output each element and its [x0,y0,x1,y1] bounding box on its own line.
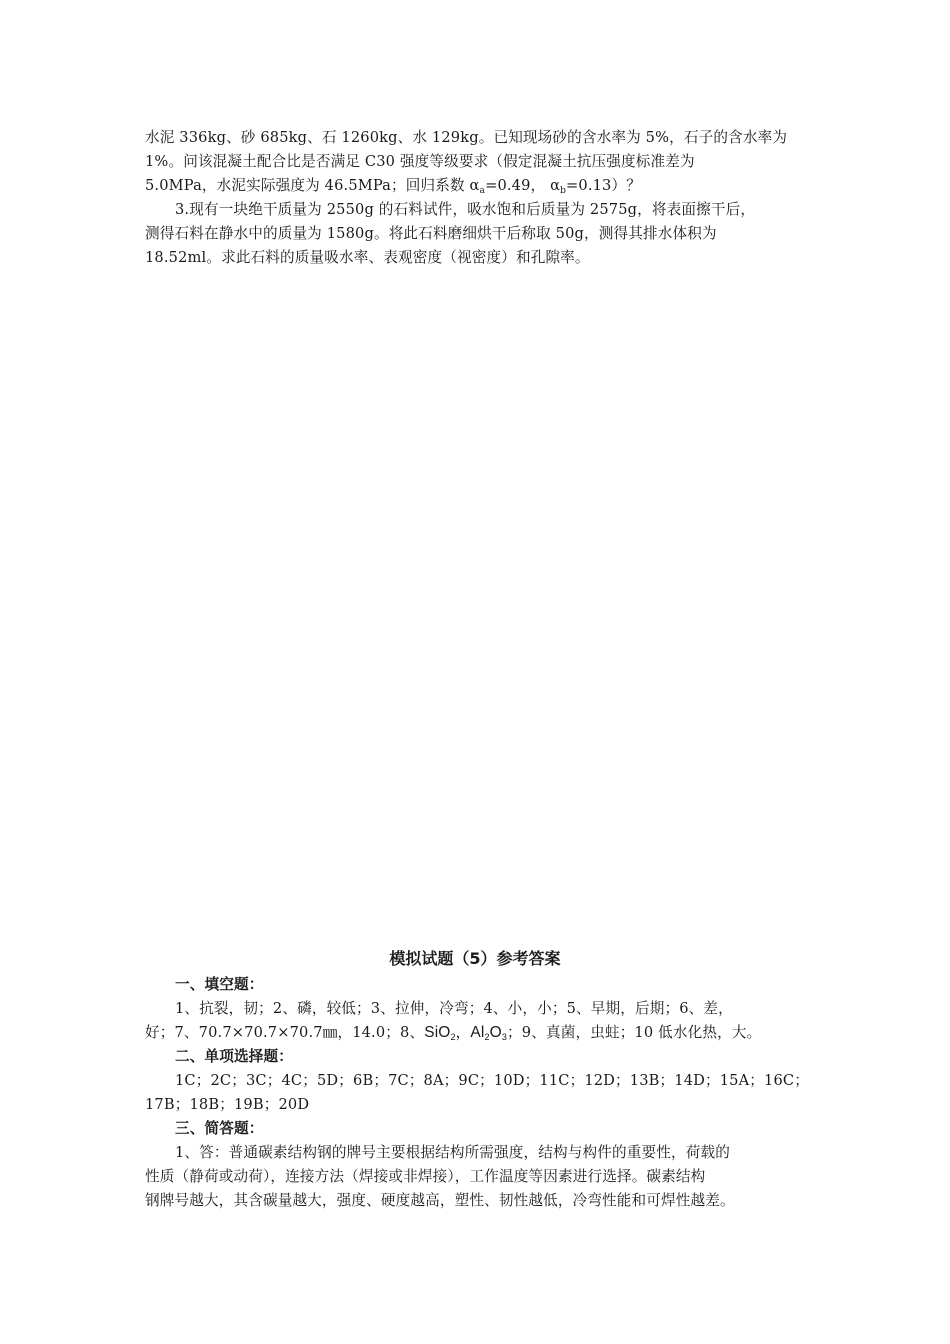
section-1-line-2-text-a: 好；7、70.7×70.7×70.7㎜，14.0；8、 [145,1024,425,1041]
section-2-line-2: 17B；18B；19B；20D [145,1096,310,1113]
problem-2-line-2: 1%。问该混凝土配合比是否满足 C30 强度等级要求（假定混凝土抗压强度标准差为 [145,153,695,170]
al2o3-formula [470,1024,507,1041]
problem-2-line-3-text-b: =0.49， α [485,177,561,194]
problem-section [145,126,813,270]
section-3-line-1: 1、答：普通碳素结构钢的牌号主要根据结构所需强度，结构与构件的重要性，荷载的 [175,1144,730,1161]
o-subscript: 3 [501,1032,508,1042]
sio2-formula [424,1024,455,1041]
section-1-heading: 一、填空题： [175,976,264,993]
answers-section [145,973,813,1213]
problem-2-line-3-text-a: 5.0MPa，水泥实际强度为 46.5MPa；回归系数 α [145,177,480,194]
problem-2-line-1: 水泥 336kg、砂 685kg、石 1260kg、水 129kg。已知现场砂的含水率为 5%，石子的含水率为 [145,129,788,146]
section-1-line-1: 1、抗裂，韧；2、磷，较低；3、拉伸，冷弯；4、小，小；5、早期，后期；6、差， [175,1000,733,1017]
problem-3-line-3: 18.52ml。求此石料的质量吸水率、表观密度（视密度）和孔隙率。 [145,249,590,266]
al-subscript: 2 [484,1032,490,1042]
section-3-line-3: 钢牌号越大，其含碳量越大，强度、硬度越高，塑性、韧性越低，冷弯性能和可焊性越差。 [145,1192,735,1209]
problem-2-line-3-text-c: =0.13）？ [566,177,641,194]
section-2-line-1: 1C；2C；3C；4C；5D；6B；7C；8A；9C；10D；11C；12D；13B；14D；15A；16C； [175,1072,809,1089]
alpha-b-subscript: b [560,186,566,196]
formula-separator: ， [455,1024,471,1041]
o-text: O [489,1024,502,1041]
alpha-a-subscript: a [479,186,486,196]
section-1-line-2-text-b: ；9、真菌，虫蛀；10 低水化热，大。 [507,1024,762,1041]
al-text: Al [470,1024,485,1041]
sio-subscript: 2 [450,1032,456,1042]
section-3-heading: 三、简答题： [175,1120,264,1137]
section-3-line-2: 性质（静荷或动荷），连接方法（焊接或非焊接），工作温度等因素进行选择。碳素结构 [145,1168,706,1185]
problem-3-line-1: 3.现有一块绝干质量为 2550g 的石料试件，吸水饱和后质量为 2575g，将表面擦干后， [175,201,756,218]
section-1-line-2 [145,1021,813,1045]
section-2-heading: 二、单项选择题： [175,1048,293,1065]
problem-2-line-3 [145,174,813,198]
sio-text: SiO [424,1024,451,1041]
problem-3-line-2: 测得石料在静水中的质量为 1580g。将此石料磨细烘干后称取 50g，测得其排水体积为 [145,225,717,242]
answers-title: 模拟试题（5）参考答案 [389,949,561,968]
